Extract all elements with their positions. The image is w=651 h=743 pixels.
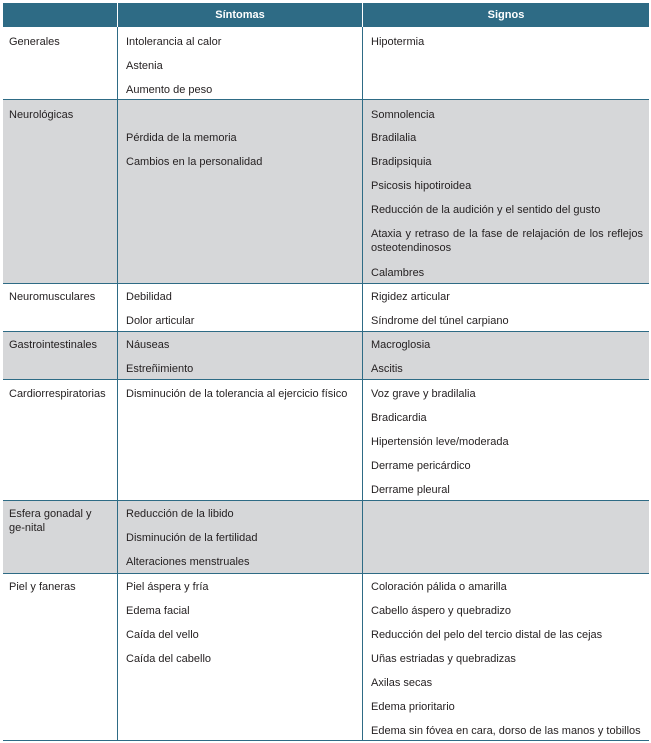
signs-cell: [362, 332, 650, 379]
sign-item: Reducción de la audición y el sentido del gusto: [371, 204, 601, 216]
symptom-item: Debilidad: [126, 291, 172, 303]
symptoms-cell: [117, 501, 363, 573]
symptoms-signs-table: [3, 3, 649, 741]
category-label: Piel y faneras: [9, 581, 76, 593]
symptom-item: Cambios en la personalidad: [126, 156, 263, 168]
category-label: Gastrointestinales: [9, 339, 98, 351]
row-neurologicas: [3, 100, 649, 284]
symptom-item: Intolerancia al calor: [126, 36, 222, 48]
signs-cell: [362, 100, 650, 283]
sign-item: Reducción del pelo del tercio distal de las cejas: [371, 629, 603, 641]
symptom-item: Aumento de peso: [126, 84, 213, 96]
symptom-item: Disminución de la tolerancia al ejercicio físico: [126, 388, 348, 400]
symptoms-cell: [117, 100, 363, 283]
category-label: Esfera gonadal y ge-nital: [9, 508, 92, 534]
table-header: [3, 3, 649, 27]
header-category: [3, 3, 117, 27]
symptoms-cell: [117, 380, 363, 500]
sign-item: Bradicardia: [371, 412, 427, 424]
sign-item: Bradipsiquia: [371, 156, 432, 168]
header-signs: Signos: [487, 9, 525, 21]
sign-item: Edema sin fóvea en cara, dorso de las manos y tobillos: [371, 725, 641, 737]
symptom-item: Disminución de la fertilidad: [126, 532, 258, 544]
category-cell: [3, 284, 117, 331]
sign-item: Somnolencia: [371, 109, 435, 121]
symptom-item: Náuseas: [126, 339, 170, 351]
symptoms-cell: [117, 332, 363, 379]
category-cell: [3, 27, 117, 99]
row-generales: [3, 27, 649, 100]
sign-item: Derrame pericárdico: [371, 460, 471, 472]
symptom-item: Alteraciones menstruales: [126, 556, 250, 568]
row-piel-faneras: [3, 574, 649, 741]
sign-item: Cabello áspero y quebradizo: [371, 605, 512, 617]
header-symptoms: Síntomas: [215, 9, 265, 21]
sign-item: Uñas estriadas y quebradizas: [371, 653, 516, 665]
sign-item: Rigidez articular: [371, 291, 450, 303]
category-label: Generales: [9, 36, 60, 48]
category-cell: [3, 501, 117, 573]
sign-item: Macroglosia: [371, 339, 431, 351]
sign-item: Psicosis hipotiroidea: [371, 180, 472, 192]
row-neuromusculares: [3, 284, 649, 332]
symptom-item: Reducción de la libido: [126, 508, 234, 520]
sign-item: Voz grave y bradilalia: [371, 388, 476, 400]
symptom-item: Caída del vello: [126, 629, 199, 641]
symptoms-cell: [117, 27, 363, 99]
sign-item: Hipotermia: [371, 36, 425, 48]
sign-item: Coloración pálida o amarilla: [371, 581, 507, 593]
category-label: Cardiorrespiratorias: [9, 388, 106, 400]
signs-cell: [362, 284, 650, 331]
symptom-item: Estreñimiento: [126, 363, 194, 375]
category-cell: [3, 574, 117, 740]
category-label: Neurológicas: [9, 109, 74, 121]
row-esfera-gonadal: [3, 501, 649, 574]
sign-item: Ataxia y retraso de la fase de relajación de los reflejos osteotendinosos: [371, 228, 643, 254]
sign-item: Ascitis: [371, 363, 403, 375]
category-label: Neuromusculares: [9, 291, 96, 303]
symptom-item: Caída del cabello: [126, 653, 212, 665]
symptom-item: Dolor articular: [126, 315, 195, 327]
symptoms-cell: [117, 574, 363, 740]
sign-item: Axilas secas: [371, 677, 433, 689]
symptom-item: Edema facial: [126, 605, 190, 617]
sign-item: Síndrome del túnel carpiano: [371, 315, 509, 327]
sign-item: Calambres: [371, 267, 425, 279]
symptoms-cell: [117, 284, 363, 331]
row-cardiorrespiratorias: [3, 380, 649, 501]
row-gastrointestinales: [3, 332, 649, 380]
sign-item: Hipertensión leve/moderada: [371, 436, 509, 448]
sign-item: Edema prioritario: [371, 701, 455, 713]
symptom-item: Piel áspera y fría: [126, 581, 209, 593]
sign-item: Derrame pleural: [371, 484, 450, 496]
category-cell: [3, 380, 117, 500]
signs-cell: [362, 27, 650, 99]
symptom-item: Pérdida de la memoria: [126, 132, 237, 144]
signs-cell: [362, 574, 650, 740]
signs-cell: [362, 380, 650, 500]
signs-cell: [362, 501, 650, 573]
sign-item: Bradilalia: [371, 132, 417, 144]
category-cell: [3, 100, 117, 283]
symptom-item: Astenia: [126, 60, 163, 72]
category-cell: [3, 332, 117, 379]
